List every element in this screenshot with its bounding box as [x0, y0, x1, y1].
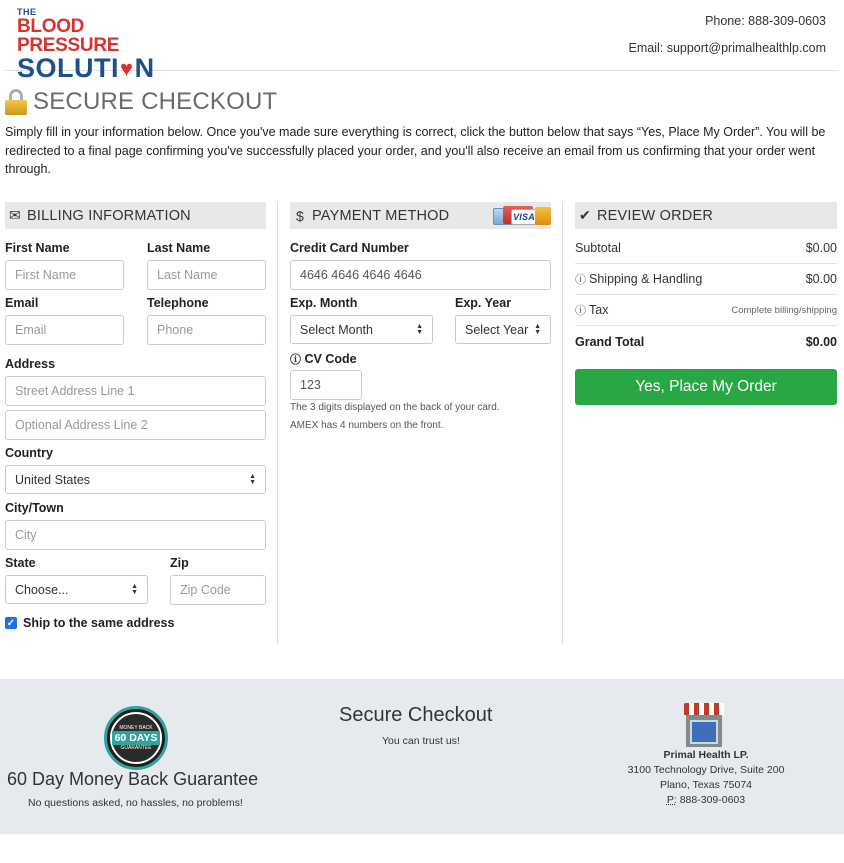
city-label: City/Town [5, 501, 64, 515]
company-address-line1: 3100 Technology Drive, Suite 200 [627, 764, 785, 776]
state-label: State [5, 556, 36, 570]
state-select[interactable] [5, 575, 148, 604]
guarantee-subtitle: No questions asked, no hassles, no problems! [28, 797, 243, 809]
billing-section [5, 202, 266, 630]
select-arrows-icon: ▲ ▼ [416, 323, 423, 336]
review-heading-label: REVIEW ORDER [597, 207, 713, 224]
review-heading [575, 202, 837, 229]
cv-help-line2: AMEX has 4 numbers on the front. [290, 420, 444, 431]
state-select-value: Choose... [15, 582, 69, 597]
payment-section [290, 202, 551, 431]
logo-line1: BLOOD PRESSURE [17, 16, 120, 56]
country-select-value: United States [15, 472, 91, 487]
subtotal-label: Subtotal [575, 241, 621, 255]
billing-heading-label: BILLING INFORMATION [27, 207, 191, 224]
info-icon[interactable]: ⓘ [575, 274, 586, 286]
phone-label: Telephone [147, 296, 209, 310]
cv-code-input[interactable]: 123 [290, 370, 362, 400]
header-email: Email: support@primalhealthlp.com [628, 41, 826, 55]
brand-logo[interactable] [17, 7, 187, 83]
last-name-label: Last Name [147, 241, 211, 255]
company-phone [600, 793, 812, 808]
site-footer [0, 679, 844, 834]
exp-year-value: Select Year [465, 322, 529, 337]
exp-year-label: Exp. Year [455, 296, 512, 310]
email-label: Email [5, 296, 39, 310]
cv-code-label-row [290, 351, 357, 367]
info-icon[interactable]: ⓘ [290, 354, 301, 366]
ship-same-checkbox[interactable] [5, 616, 174, 630]
last-name-input[interactable]: Last Name [147, 260, 266, 290]
visa-card-label: VISA [511, 209, 537, 225]
cv-help-line1: The 3 digits displayed on the back of your card. [290, 402, 500, 413]
card-number-label: Credit Card Number [290, 241, 409, 255]
money-back-badge-icon [104, 706, 168, 770]
badge-main-text: 60 DAYS [112, 731, 161, 745]
checkbox-checked-icon[interactable]: ✓ [6, 617, 16, 629]
payment-heading-label: PAYMENT METHOD [312, 207, 450, 224]
guarantee-title: 60 Day Money Back Guarantee [7, 769, 259, 789]
phone-input[interactable]: Phone [147, 315, 266, 345]
info-icon[interactable]: ⓘ [575, 305, 586, 317]
badge-top-text: MONEY BACK [119, 725, 153, 731]
company-phone-number[interactable]: 888-309-0603 [676, 794, 746, 806]
select-arrows-icon: ▲ ▼ [131, 583, 138, 596]
storefront-icon [684, 703, 724, 747]
ship-same-label: Ship to the same address [23, 616, 175, 630]
country-select[interactable] [5, 465, 266, 494]
phone-prefix: P: [666, 794, 677, 806]
exp-month-label: Exp. Month [290, 296, 358, 310]
zip-input[interactable]: Zip Code [170, 575, 266, 605]
header-phone: Phone: 888-309-0603 [705, 14, 826, 28]
shipping-label: Shipping & Handling [589, 272, 703, 286]
shipping-value: $0.00 [805, 272, 837, 286]
address-line1-input[interactable]: Street Address Line 1 [5, 376, 266, 406]
place-order-button[interactable]: Yes, Place My Order [575, 369, 837, 405]
address-line2-input[interactable]: Optional Address Line 2 [5, 410, 266, 440]
payment-heading [290, 202, 551, 229]
select-arrows-icon: ▲ ▼ [249, 473, 256, 486]
envelope-icon: ✉ [9, 207, 21, 223]
billing-heading [5, 202, 266, 229]
subtotal-row [575, 233, 837, 264]
email-input[interactable]: Email [5, 315, 124, 345]
tax-label: Tax [589, 303, 609, 317]
logo-the: THE [17, 7, 37, 17]
dollar-icon: $ [296, 207, 304, 224]
intro-text: Simply fill in your information below. Once you've made sure everything is correct, click the button below that says “Yes, Place My Order”. You will be redirected to a final page confirming you've successfully placed your order, and you'll also receive an email from us confirming that your order went through. [5, 125, 826, 176]
check-circle-icon: ✔ [579, 207, 591, 223]
checkout-title-row [5, 88, 277, 116]
review-section [575, 202, 837, 395]
grand-total-row [575, 326, 837, 357]
card-number-input[interactable]: 4646 4646 4646 4646 [290, 260, 551, 290]
secure-checkout-subtitle: You can trust us! [382, 735, 460, 747]
select-arrows-icon: ▲ ▼ [534, 323, 541, 336]
logo-line2a: SOLUTI [17, 53, 119, 83]
zip-label: Zip [170, 556, 189, 570]
column-divider [562, 202, 563, 644]
tax-value: Complete billing/shipping [731, 304, 837, 316]
subtotal-value: $0.00 [805, 241, 837, 255]
first-name-input[interactable]: First Name [5, 260, 124, 290]
grand-total-label: Grand Total [575, 334, 645, 349]
tax-row [575, 295, 837, 326]
exp-year-select[interactable] [455, 315, 551, 344]
logo-line2b: N [134, 53, 155, 83]
grand-total-value: $0.00 [805, 334, 837, 349]
exp-month-select[interactable] [290, 315, 433, 344]
badge-bottom-text: GUARANTEE [120, 745, 152, 751]
cv-code-label: CV Code [304, 352, 357, 366]
exp-month-value: Select Month [300, 322, 373, 337]
logo-line2 [17, 55, 187, 82]
credit-cards-icon [493, 205, 551, 226]
first-name-label: First Name [5, 241, 70, 255]
address-label: Address [5, 357, 56, 371]
heart-icon: ♥ [120, 56, 134, 81]
city-input[interactable]: City [5, 520, 266, 550]
site-header [5, 0, 838, 83]
page-title: SECURE CHECKOUT [33, 88, 278, 115]
column-divider [277, 202, 278, 644]
shipping-row [575, 264, 837, 295]
company-name: Primal Health LP. [663, 749, 749, 761]
company-address-line2: Plano, Texas 75074 [659, 779, 753, 791]
country-label: Country [5, 446, 53, 460]
lock-icon [5, 89, 27, 115]
secure-checkout-title: Secure Checkout [339, 704, 493, 726]
